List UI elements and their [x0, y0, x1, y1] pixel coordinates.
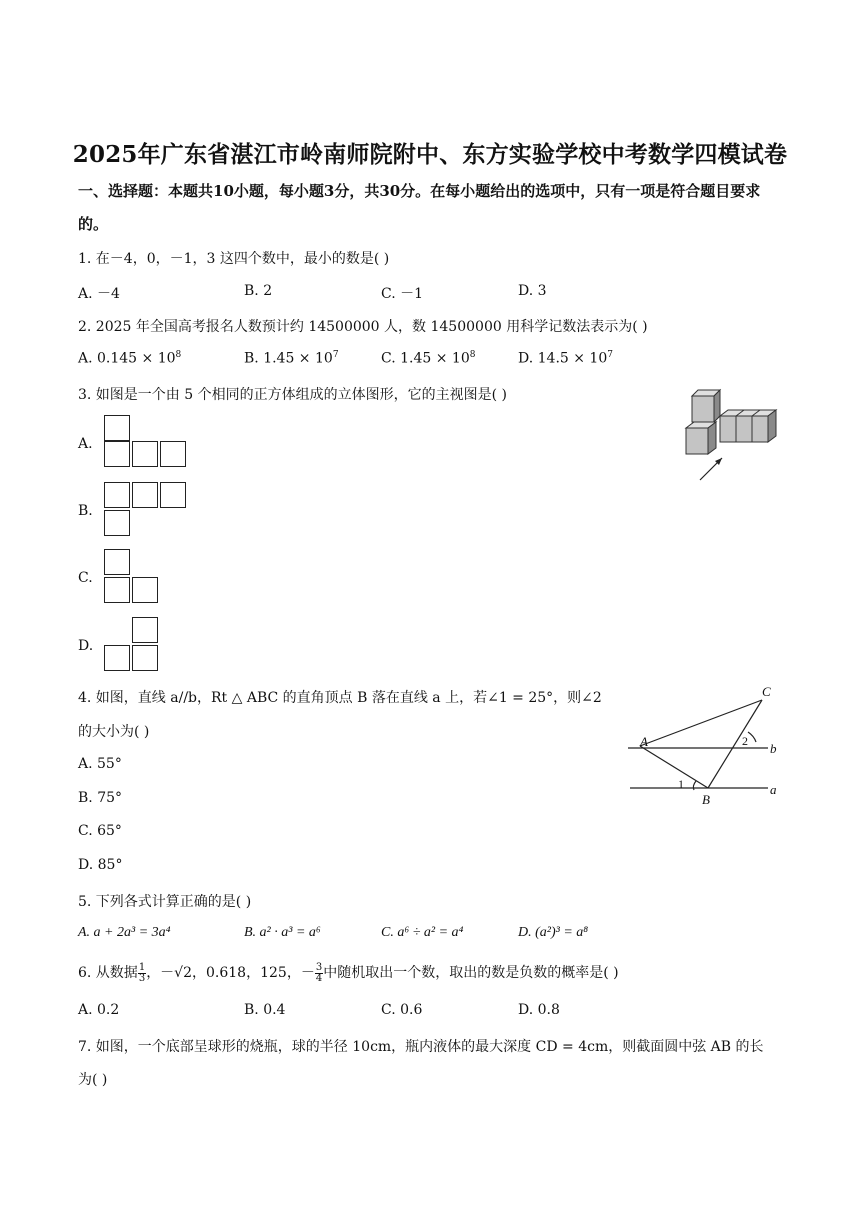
label-C: C: [762, 684, 771, 699]
label-line-b: b: [770, 741, 777, 756]
q3-option-a-grid: [104, 415, 194, 475]
parallel-lines-triangle-figure: [620, 680, 790, 810]
q5-option-b: B. a² · a³ = a⁶: [244, 925, 321, 940]
fraction-three-quarters: $\frac{3}{4}$: [315, 961, 323, 984]
q3-option-d-grid: [104, 617, 164, 677]
q2-option-d: D. $14.5 \times 10^7$: [518, 350, 613, 367]
q3-option-d-label: D.: [78, 638, 94, 654]
q6-option-c: C. 0.6: [381, 1002, 423, 1018]
section-heading-line1: 一、选择题：本题共10小题，每小题3分，共30分。在每小题给出的选项中，只有一项是符合题目要求: [78, 182, 761, 200]
q2-option-a: A. $0.145 \times 10^8$: [78, 350, 182, 367]
q6-option-d: D. 0.8: [518, 1002, 560, 1018]
q1-option-c: C. －1: [381, 286, 424, 302]
q4-option-d: D. 85°: [78, 857, 123, 873]
q3-option-a-label: A.: [78, 436, 93, 452]
q3-option-b-label: B.: [78, 503, 93, 519]
q2-option-b: B. $1.45 \times 10^7$: [244, 350, 339, 367]
q3-option-b-grid: [104, 482, 194, 542]
fraction-one-third: $\frac{1}{3}$: [138, 961, 146, 984]
q5-option-c: C. a⁶ ÷ a² = a⁴: [381, 925, 464, 940]
q4-option-c: C. 65°: [78, 823, 122, 839]
label-line-a: a: [770, 782, 777, 797]
q7-stem-line1: 7. 如图，一个底部呈球形的烧瓶，球的半径 10cm，瓶内液体的最大深度 CD = 4cm，则截面圆中弦 AB 的长: [78, 1039, 764, 1055]
section-heading-line2: 的。: [78, 215, 109, 233]
q2-option-c: C. $1.45 \times 10^8$: [381, 350, 476, 367]
q4-stem-line2: 的大小为( ): [78, 724, 150, 740]
label-angle-1: 1: [678, 777, 684, 791]
q1-option-d: D. 3: [518, 283, 547, 299]
q4-option-b: B. 75°: [78, 790, 123, 806]
q6-stem: 6. 从数据 $\frac{1}{3}$ ，－√2，0.618，125，－ $\frac{3}{4}$ 中随机取出一个数，取出的数是负数的概率是( ): [78, 961, 619, 984]
q5-option-d: D. (a²)³ = a⁸: [518, 925, 589, 940]
page-title: 2025年广东省湛江市岭南师院附中、东方实验学校中考数学四模试卷: [72, 141, 788, 168]
q6-option-b: B. 0.4: [244, 1002, 286, 1018]
q1-option-a: A. －4: [78, 286, 120, 302]
label-B: B: [702, 792, 710, 807]
q6-option-a: A. 0.2: [78, 1002, 120, 1018]
q1-option-b: B. 2: [244, 283, 273, 299]
q5-option-a: A. a + 2a³ = 3a⁴: [78, 925, 171, 940]
label-angle-2: 2: [742, 734, 748, 748]
q3-stem: 3. 如图是一个由 5 个相同的正方体组成的立体图形，它的主视图是( ): [78, 387, 507, 403]
q4-stem-line1: 4. 如图，直线 a//b，Rt △ ABC 的直角顶点 B 落在直线 a 上，若∠1 = 25°，则∠2: [78, 690, 602, 706]
q1-stem: 1. 在－4，0，－1，3 这四个数中，最小的数是( ): [78, 251, 390, 267]
q5-stem: 5. 下列各式计算正确的是( ): [78, 894, 252, 910]
q3-option-c-grid: [104, 549, 164, 609]
cube-solid-figure: [680, 386, 785, 486]
q3-option-c-label: C.: [78, 570, 93, 586]
q4-option-a: A. 55°: [78, 756, 122, 772]
label-A: A: [640, 734, 648, 749]
q2-stem: 2. 2025 年全国高考报名人数预计约 14500000 人，数 14500000 用科学记数法表示为( ): [78, 319, 648, 335]
q7-stem-line2: 为( ): [78, 1072, 108, 1088]
